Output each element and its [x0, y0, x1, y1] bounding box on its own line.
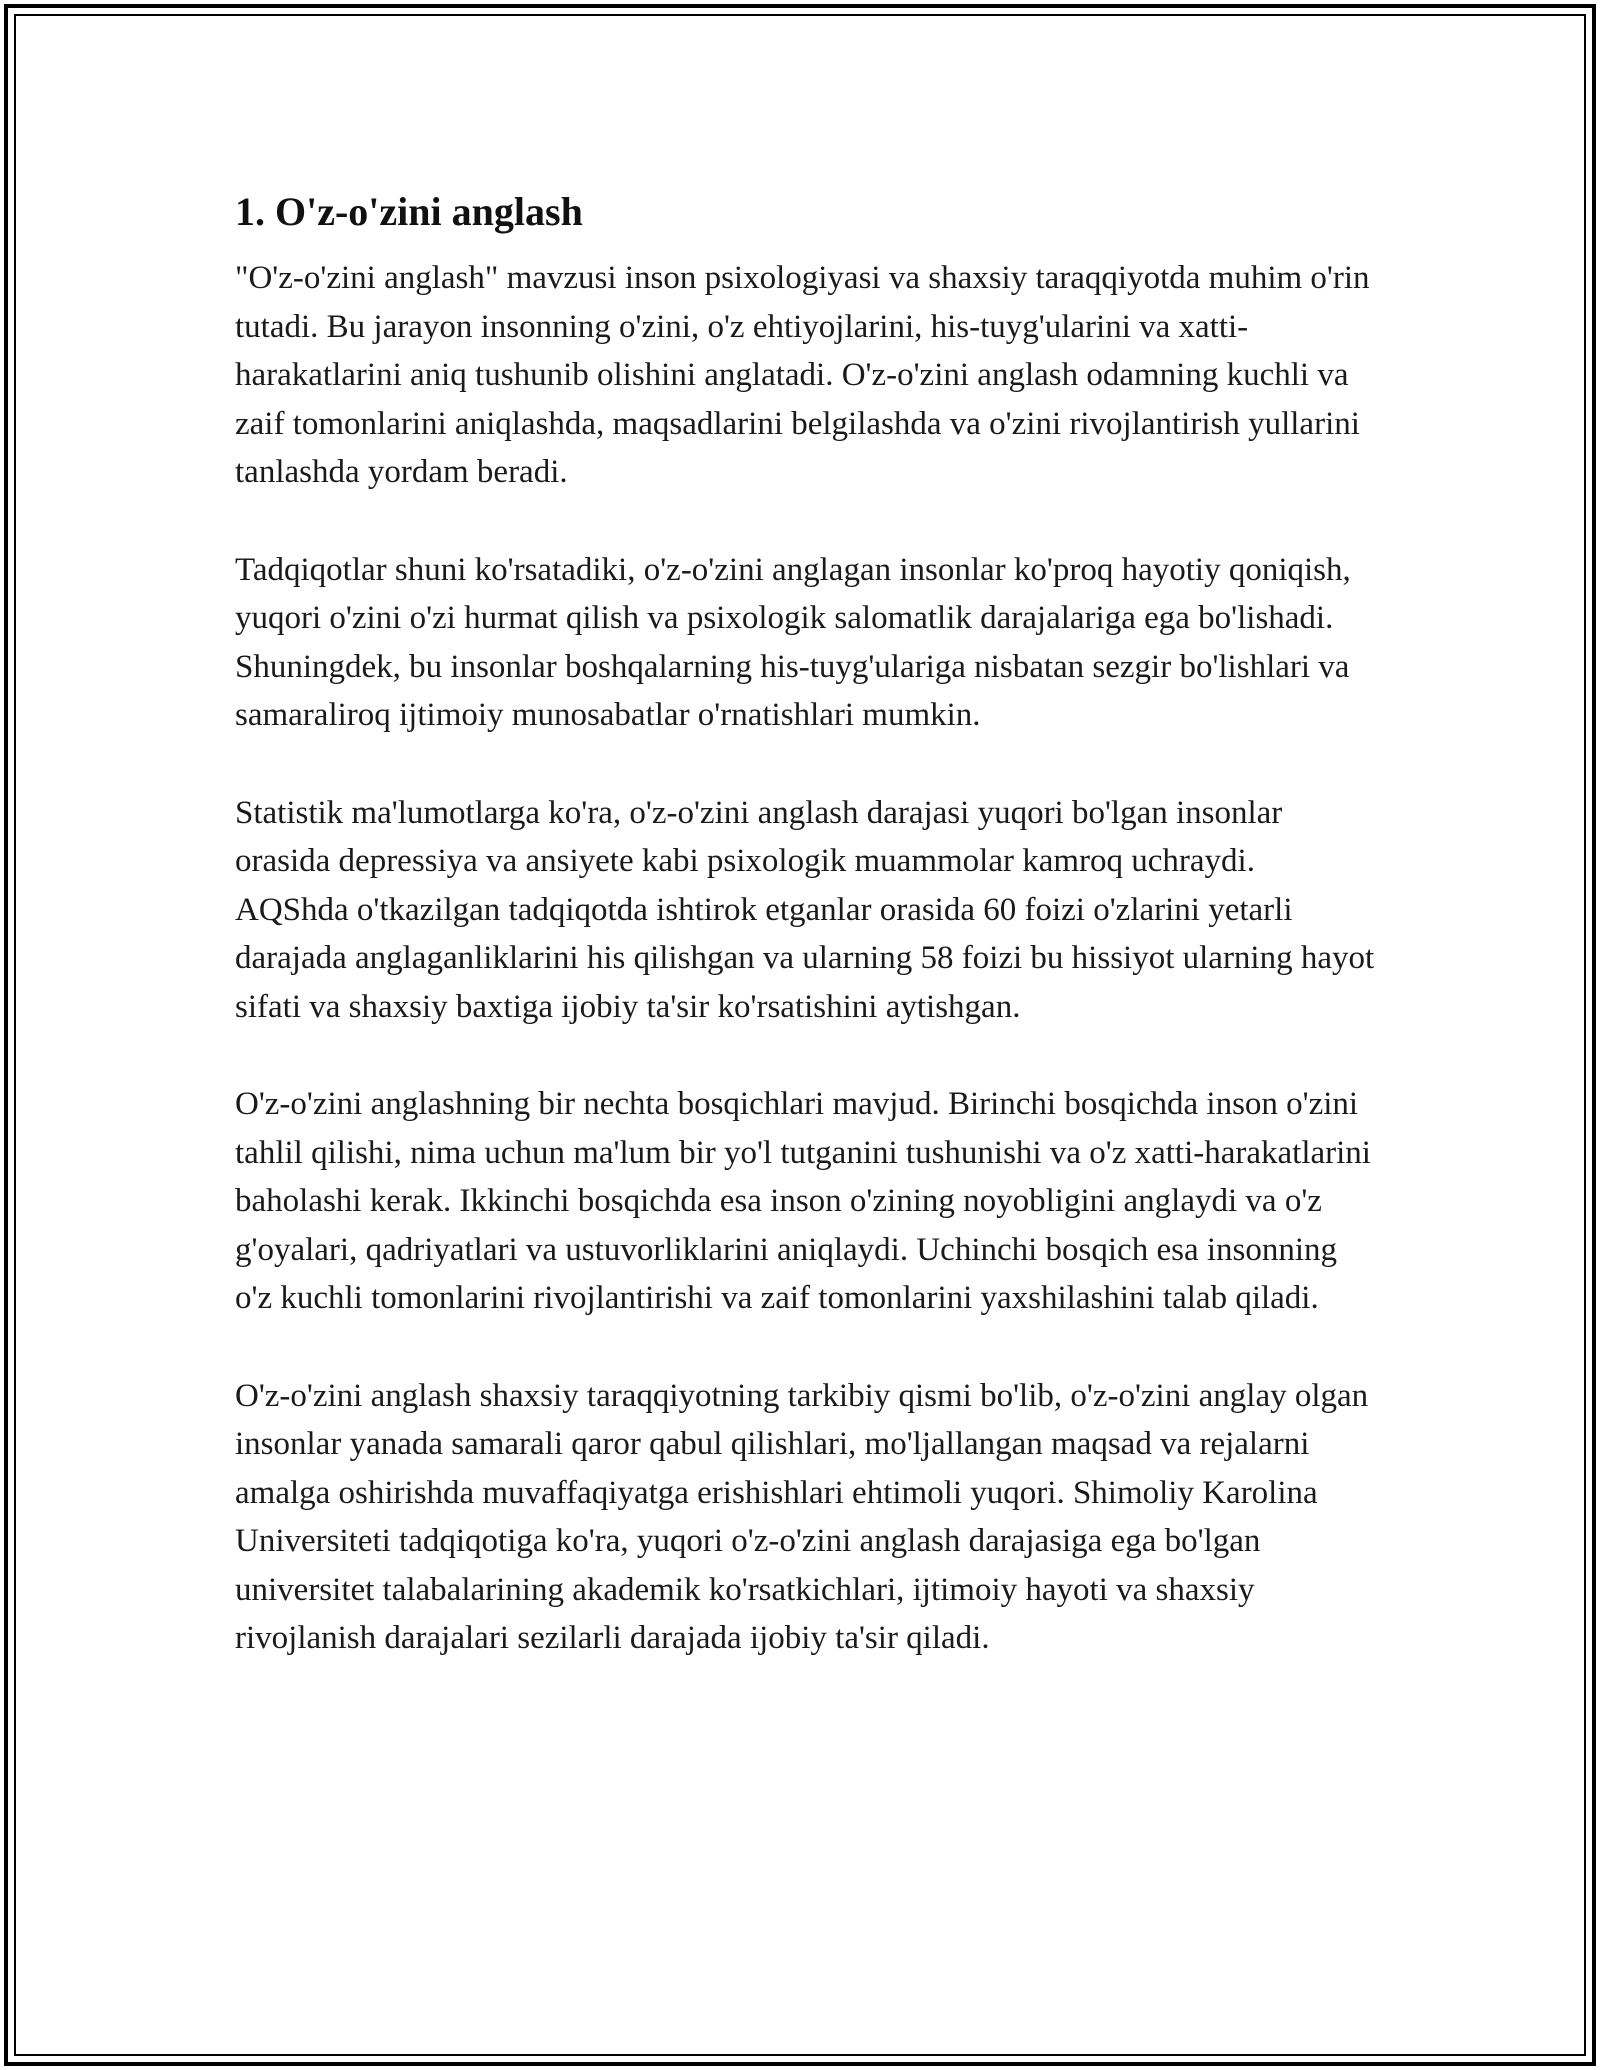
paragraph-3: Statistik ma'lumotlarga ko'ra, o'z-o'zini anglash darajasi yuqori bo'lgan insonlar orasida depressiya va ansiyete kabi psixologik muammolar kamroq uchraydi. AQShda o'tkazilgan tadqiqotda ishtirok etganlar orasida 60 foizi o'zlarini yetarli darajada anglaganliklarini his qilishgan va ularning 58 foizi bu hissiyot ularning hayot sifati va shaxsiy baxtiga ijobiy ta'sir ko'rsatishini aytishgan. — [235, 794, 1375, 1025]
paragraph-4: O'z-o'zini anglashning bir nechta bosqichlari mavjud. Birinchi bosqichda inson o'zini tahlil qilishi, nima uchun ma'lum bir yo'l tutganini tushunishi va o'z xatti-harakatlarini baholashi kerak. Ikkinchi bosqichda esa inson o'zining noyobligini anglaydi va o'z g'oyalari, qadriyatlari va ustuvorliklarini aniqlaydi. Uchinchi bosqich esa insonning o'z kuchli tomonlarini rivojlantirishi va zaif tomonlarini yaxshilashini talab qiladi. — [235, 1086, 1371, 1316]
paragraph-5: O'z-o'zini anglash shaxsiy taraqqiyotning tarkibiy qismi bo'lib, o'z-o'zini anglay olgan insonlar yanada samarali qaror qabul qilishlari, mo'ljallangan maqsad va rejalarni amalga oshirishda muvaffaqiyatga erishishlari ehtimoli yuqori. Shimoliy Karolina Universiteti tadqiqotiga ko'ra, yuqori o'z-o'zini anglash darajasiga ega bo'lgan universitet talabalarining akademik ko'rsatkichlari, ijtimoiy hayoti va shaxsiy rivojlanish darajalari sezilarli darajada ijobiy ta'sir qiladi. — [235, 1377, 1369, 1656]
document-body — [235, 188, 1375, 1712]
paragraph-2: Tadqiqotlar shuni ko'rsatadiki, o'z-o'zini anglagan insonlar ko'proq hayotiy qoniqish, yuqori o'zini o'zi hurmat qilish va psixologik salomatlik darajalariga ega bo'lishadi. Shuningdek, bu insonlar boshqalarning his-tuyg'ulariga nisbatan sezgir bo'lishlari va samaraliroq ijtimoiy munosabatlar o'rnatishlari mumkin. — [235, 551, 1351, 733]
paragraph-1: "O'z-o'zini anglash" mavzusi inson psixologiyasi va shaxsiy taraqqiyotda muhim o'rin tutadi. Bu jarayon insonning o'zini, o'z ehtiyojlarini, his-tuyg'ularini va xatti-harakatlarini aniq tushunib olishini anglatadi. O'z-o'zini anglash odamning kuchli va zaif tomonlarini aniqlashda, maqsadlarini belgilashda va o'zini rivojlantirish yullarini tanlashda yordam beradi. — [235, 260, 1370, 490]
section-heading: 1. O'z-o'zini anglash — [235, 189, 583, 234]
